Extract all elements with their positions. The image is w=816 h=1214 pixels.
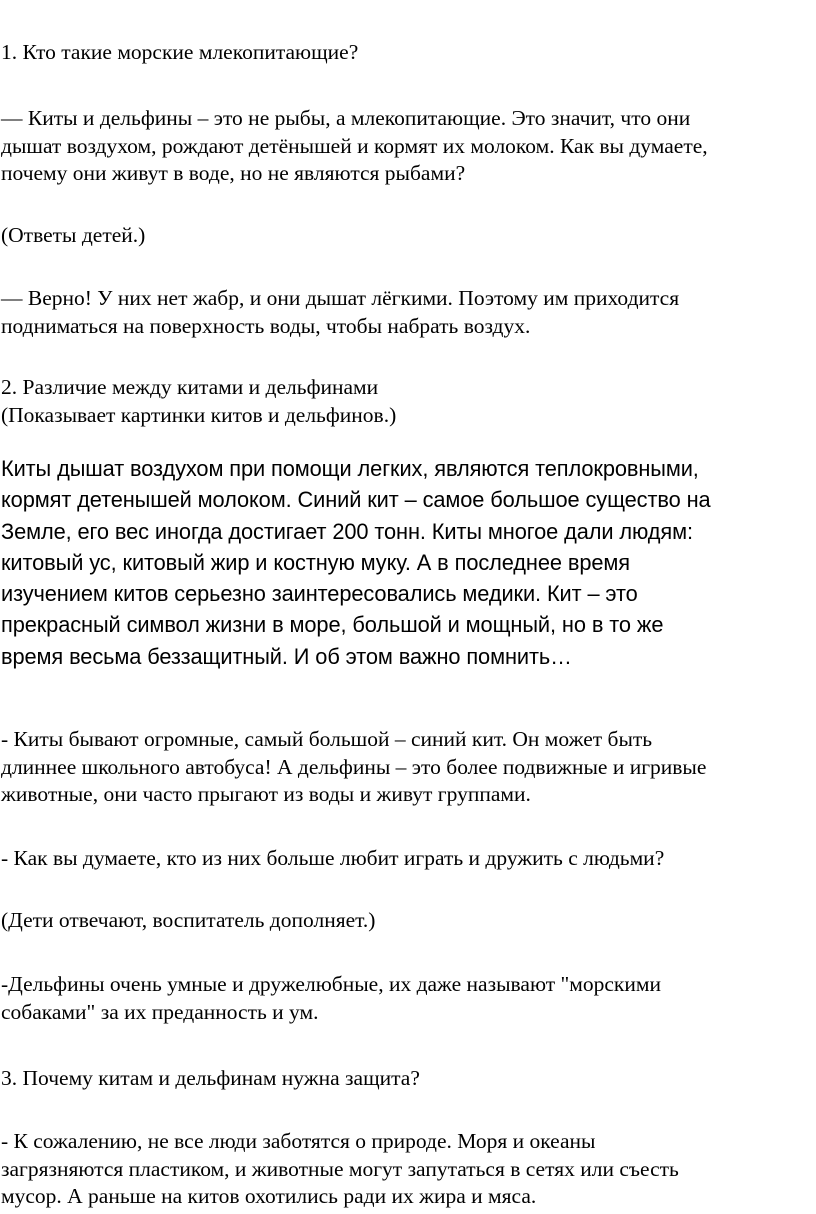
text-line: время весьма беззащитный. И об этом важно помнить… [1,643,572,669]
whale-info-paragraph [1,453,711,672]
text-line: дышат воздухом, рождают детёнышей и кормят их молоком. Как вы думаете, [1,133,708,158]
text-line: Земле, его вес иногда достигает 200 тонн. Киты многое дали людям: [1,518,693,544]
text-line: мусор. А раньше на китов охотились ради их жира и мяса. [1,1184,537,1208]
text-line: (Показывает картинки китов и дельфинов.) [1,402,397,427]
section-1-children-note [1,222,145,250]
text-line: 2. Различие между китами и дельфинами [1,375,379,399]
section-1-intro-paragraph [1,105,708,188]
text-line: 1. Кто такие морские млекопитающие? [1,40,359,64]
text-line: собаками" за их преданность и ум. [1,999,319,1024]
text-line: - К сожалению, не все люди заботятся о природе. Моря и океаны [1,1129,596,1153]
text-line: - Киты бывают огромные, самый большой – синий кит. Он может быть [1,727,653,751]
text-line: животные, они часто прыгают из воды и живут группами. [1,782,531,806]
text-line: изучением китов серьезно заинтересовались медики. Кит – это [1,581,638,607]
section-2-children-note [1,907,375,935]
section-3-answer-paragraph [1,1128,679,1211]
text-line: - Как вы думаете, кто из них больше любит играть и дружить с людьми? [1,846,665,870]
section-2-question [1,845,664,873]
text-line: китовый ус, китовый жир и костную муку. А в последнее время [1,549,630,575]
text-line: кормят детенышей молоком. Синий кит – самое большое существо на [1,487,711,513]
text-line: — Киты и дельфины – это не рыбы, а млекопитающие. Это значит, что они [1,106,691,130]
text-line: (Дети отвечают, воспитатель дополняет.) [1,908,376,932]
section-1-answer-paragraph [1,285,679,340]
text-line: (Ответы детей.) [1,223,146,247]
text-line: -Дельфины очень умные и дружелюбные, их даже называют "морскими [1,972,661,996]
text-line: подниматься на поверхность воды, чтобы набрать воздух. [1,313,531,338]
text-line: — Верно! У них нет жабр, и они дышат лёгкими. Поэтому им приходится [1,286,680,310]
section-1-heading [1,39,358,67]
text-line: Киты дышат воздухом при помощи легких, являются теплокровными, [1,456,699,481]
section-2-heading [1,374,396,429]
text-line: почему они живут в воде, но не являются рыбами? [1,161,466,185]
text-line: длиннее школьного автобуса! А дельфины – это более подвижные и игривые [1,754,707,779]
section-2-dolphins-paragraph [1,971,661,1026]
section-3-heading [1,1065,420,1093]
text-line: загрязняются пластиком, и животные могут запутаться в сетях или съесть [1,1156,679,1181]
text-line: 3. Почему китам и дельфинам нужна защита? [1,1066,420,1090]
section-2-compare-paragraph [1,726,706,809]
text-line: прекрасный символ жизни в море, большой и мощный, но в то же [1,612,664,638]
